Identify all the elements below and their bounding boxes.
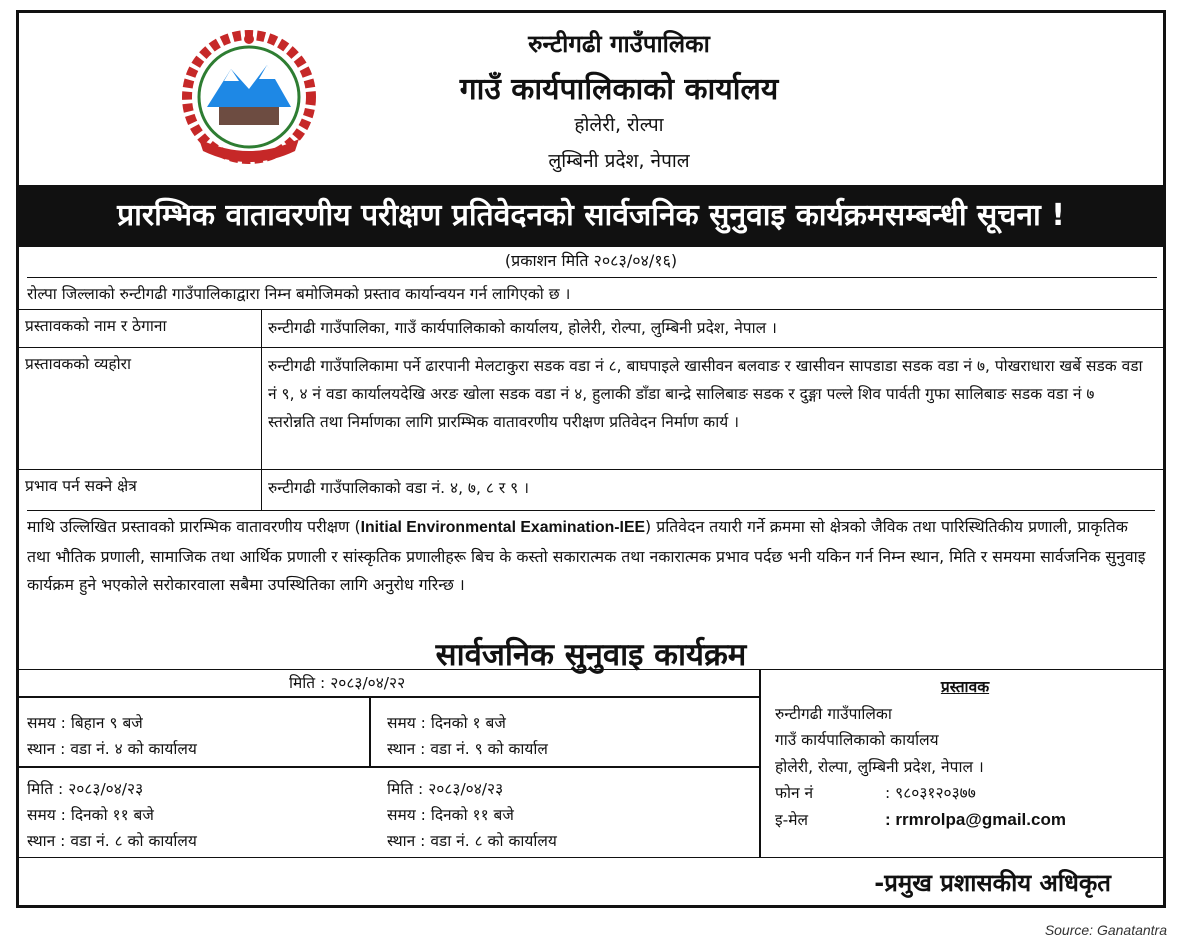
intro-text: रोल्पा जिल्लाको रुन्टीगढी गाउँपालिकाद्वारा निम्न बमोजिमको प्रस्ताव कार्यान्वयन गर्न लागिएको छ । [27, 277, 1157, 304]
office-name: गाउँ कार्यपालिकाको कार्यालय [459, 72, 779, 107]
detail-value: रुन्टीगढी गाउँपालिकाको वडा नं. ४, ७, ८ र ९ । [261, 470, 1151, 510]
detail-row [19, 469, 1163, 510]
detail-value: रुन्टीगढी गाउँपालिकामा पर्ने ढारपानी मेलटाकुरा सडक वडा नं ८, बाघपाइले खासीवन बलवाङ र खासीवन सापडाडा सडक वडा नं ७, पोखराधारा खर्बे सडक वडा नं ९, ४ नं वडा कार्यालयदेखि अरङ खोला सडक वडा नं ४, हुलाकी डाँडा बान्द्रे सालिबाङ सडक र दुङ्गा पल्ले शिव पार्वती गुफा सालिबाङ सडक वडा नं ७ स्तरोन्नति तथा निर्माणका लागि प्रारम्भिक वातावरणीय परीक्षण प्रतिवेदन निर्माण कार्य । [261, 348, 1151, 470]
notice-paragraph [27, 510, 1155, 600]
publish-date: (प्रकाशन मिति २०८३/०४/१६) [504, 251, 678, 270]
phone-number: : ९८०३१२०३७७ [885, 784, 976, 802]
schedule-table [19, 669, 1163, 858]
proposer-email-row [775, 807, 1155, 834]
municipality-name: रुन्टीगढी गाउँपालिका [528, 30, 710, 58]
email-address[interactable]: : rrmrolpa@gmail.com [885, 809, 1066, 829]
phone-label: फोन नं [775, 784, 814, 802]
section-title: सार्वजनिक सुनुवाइ कार्यक्रम [435, 637, 747, 673]
detail-key: प्रस्तावकको नाम र ठेगाना [25, 317, 167, 335]
schedule-date: मिति : २०८३/०४/२३ [27, 780, 144, 798]
schedule-date: मिति : २०८३/०४/२२ [289, 674, 406, 692]
schedule-place: स्थान : वडा नं. ४ को कार्यालय [27, 740, 197, 758]
schedule-divider [369, 696, 371, 766]
address-line-1: होलेरी, रोल्पा [574, 114, 664, 136]
email-label: इ-मेल [775, 810, 808, 829]
municipality-emblem-icon [179, 27, 319, 167]
notice-header [19, 13, 1163, 185]
proposer-title: प्रस्तावक [940, 678, 990, 696]
schedule-place: स्थान : वडा नं. ८ को कार्यालय [27, 832, 197, 850]
schedule-date: मिति : २०८३/०४/२३ [387, 780, 504, 798]
schedule-divider [19, 766, 759, 768]
source-credit: Source: Ganatantra [1044, 922, 1167, 938]
proposer-block [775, 674, 1155, 833]
paragraph-text: ) प्रतिवेदन तयारी गर्ने क्रममा सो क्षेत्रको जैविक तथा पारिस्थितिकीय प्रणाली, प्राकृतिक तथा भौतिक प्रणाली, सामाजिक तथा आर्थिक प्रणाली र सांस्कृतिक प्रणालीहरू बिच के कस्तो सकारात्मक तथा नकारात्मक प्रभाव पर्दछ भनी यकिन गर्न निम्न स्थान, मिति र समयमा सार्वजनिक सुनुवाइ कार्यक्रम हुने भएकोले सरोकारवाला सबैमा उपस्थितिका लागि अनुरोध गरिन्छ । [27, 517, 1146, 594]
notice-document [16, 10, 1166, 908]
proposer-line: रुन्टीगढी गाउँपालिका [775, 704, 892, 723]
schedule-divider [759, 670, 761, 858]
schedule-time: समय : दिनको १ बजे [387, 714, 506, 732]
notice-banner-title: प्रारम्भिक वातावरणीय परीक्षण प्रतिवेदनको सार्वजनिक सुनुवाइ कार्यक्रमसम्बन्धी सूचना ! [19, 185, 1163, 247]
proposer-line: होलेरी, रोल्पा, लुम्बिनी प्रदेश, नेपाल । [775, 757, 984, 776]
schedule-time: समय : बिहान ९ बजे [27, 714, 143, 732]
schedule-divider [19, 696, 759, 698]
detail-value: रुन्टीगढी गाउँपालिका, गाउँ कार्यपालिकाको कार्यालय, होलेरी, रोल्पा, लुम्बिनी प्रदेश, नेपाल । [261, 310, 1151, 348]
detail-key: प्रस्तावकको व्यहोरा [25, 355, 131, 373]
schedule-place: स्थान : वडा नं. ८ को कार्यालय [387, 832, 557, 850]
address-line-2: लुम्बिनी प्रदेश, नेपाल [548, 150, 690, 172]
detail-row [19, 347, 1163, 470]
detail-key: प्रभाव पर्न सक्ने क्षेत्र [25, 477, 137, 495]
signature-title: -प्रमुख प्रशासकीय अधिकृत [874, 869, 1111, 897]
schedule-time: समय : दिनको ११ बजे [387, 806, 514, 824]
schedule-time: समय : दिनको ११ बजे [27, 806, 154, 824]
proposer-line: गाउँ कार्यपालिकाको कार्यालय [775, 731, 939, 749]
schedule-place: स्थान : वडा नं. ९ को कार्याल [387, 740, 548, 758]
notice-footer [19, 857, 1163, 906]
proposer-phone-row [775, 780, 1155, 807]
paragraph-text: माथि उल्लिखित प्रस्तावको प्रारम्भिक वातावरणीय परीक्षण ( [27, 517, 361, 536]
paragraph-english-term: Initial Environmental Examination-IEE [360, 519, 646, 536]
detail-row [19, 309, 1163, 348]
